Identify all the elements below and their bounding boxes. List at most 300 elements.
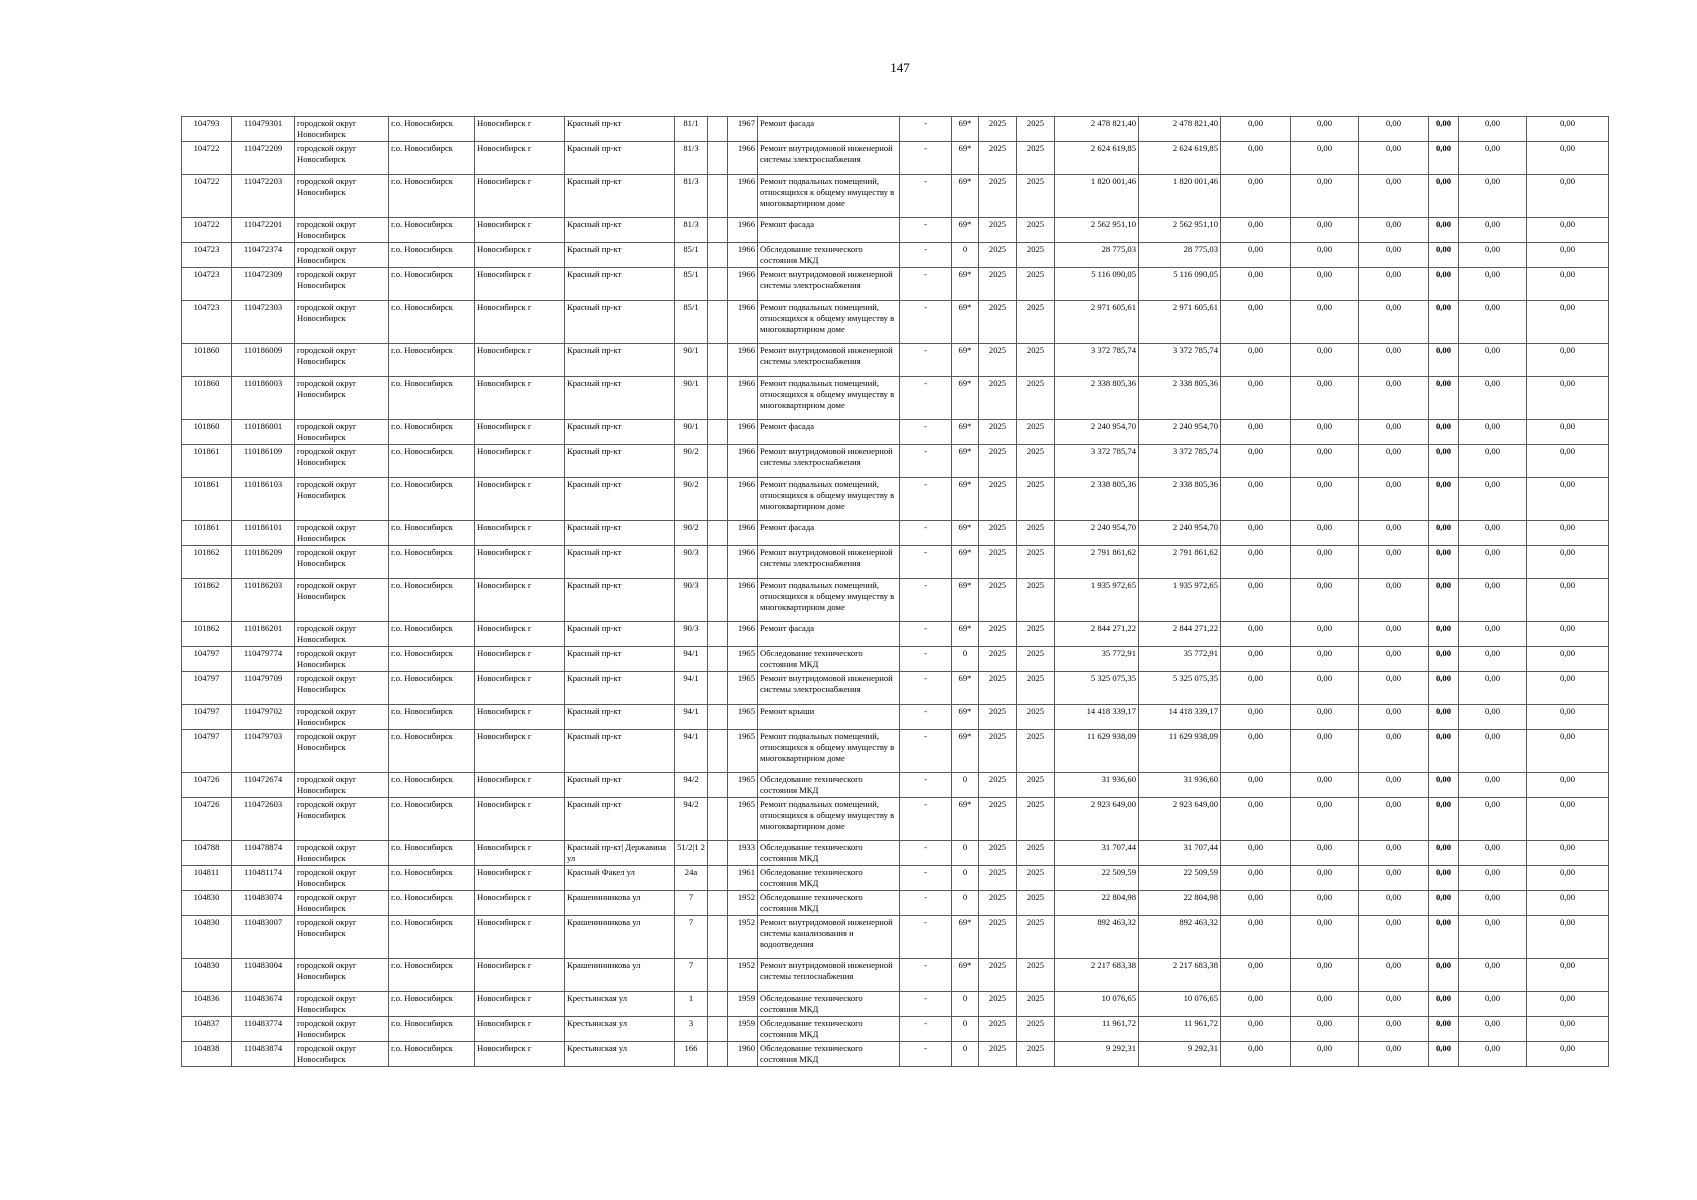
cell-cost-fund: 2 338 805,36	[1139, 478, 1221, 521]
table-row	[182, 546, 1609, 579]
cell-street: Крашенинникова ул	[565, 916, 675, 959]
cell-corpus	[708, 268, 728, 301]
cell-cost-regional: 0,00	[1291, 798, 1359, 841]
cell-work-id: 110483074	[232, 891, 295, 916]
cell-house-id: 104722	[182, 142, 232, 175]
cell-city: Новосибирск г	[475, 891, 565, 916]
cell-municipality: городской округ Новосибирск	[295, 521, 389, 546]
table-row	[182, 579, 1609, 622]
cell-total-cost: 1 820 001,46	[1055, 175, 1139, 218]
cell-year-start: 2025	[979, 420, 1017, 445]
cell-cost-fund: 892 463,32	[1139, 916, 1221, 959]
cell-column-12: 69*	[952, 344, 979, 377]
cell-cost-federal: 0,00	[1221, 622, 1291, 647]
cell-unit: -	[900, 117, 952, 142]
cell-work-type: Обследование технического состояния МКД	[758, 866, 900, 891]
cell-corpus	[708, 798, 728, 841]
cell-house-number: 3	[675, 1017, 708, 1042]
cell-house-id: 104837	[182, 1017, 232, 1042]
cell-street: Красный пр-кт	[565, 344, 675, 377]
cell-cost-other: 0,00	[1429, 798, 1459, 841]
cell-year-end: 2025	[1017, 344, 1055, 377]
cell-cost-other: 0,00	[1429, 959, 1459, 992]
cell-unit: -	[900, 622, 952, 647]
cell-district: г.о. Новосибирск	[389, 445, 475, 478]
cell-column-12: 0	[952, 866, 979, 891]
cell-column-12: 0	[952, 647, 979, 672]
cell-year-end: 2025	[1017, 841, 1055, 866]
cell-unit: -	[900, 243, 952, 268]
cell-work-type: Ремонт внутридомовой инженерной системы электроснабжения	[758, 344, 900, 377]
cell-cost-other: 0,00	[1429, 916, 1459, 959]
cell-city: Новосибирск г	[475, 672, 565, 705]
cell-house-number: 166	[675, 1042, 708, 1067]
cell-cost-regional: 0,00	[1291, 546, 1359, 579]
cell-year-start: 2025	[979, 773, 1017, 798]
cell-house-number: 94/2	[675, 773, 708, 798]
cell-corpus	[708, 1017, 728, 1042]
repair-program-table	[181, 116, 1609, 1067]
cell-work-id: 110186109	[232, 445, 295, 478]
cell-work-id: 110478874	[232, 841, 295, 866]
cell-cost-owners: 0,00	[1459, 521, 1527, 546]
cell-total-cost: 11 961,72	[1055, 1017, 1139, 1042]
cell-work-type: Ремонт крыши	[758, 705, 900, 730]
cell-cost-local: 0,00	[1359, 992, 1429, 1017]
table-row	[182, 891, 1609, 916]
cell-district: г.о. Новосибирск	[389, 218, 475, 243]
table-row	[182, 377, 1609, 420]
cell-cost-federal: 0,00	[1221, 117, 1291, 142]
cell-cost-local: 0,00	[1359, 218, 1429, 243]
cell-corpus	[708, 705, 728, 730]
cell-house-id: 104722	[182, 218, 232, 243]
cell-cost-owners: 0,00	[1459, 243, 1527, 268]
cell-cost-regional: 0,00	[1291, 622, 1359, 647]
cell-total-cost: 22 509,59	[1055, 866, 1139, 891]
cell-house-id: 101861	[182, 521, 232, 546]
cell-house-id: 104788	[182, 841, 232, 866]
cell-city: Новосибирск г	[475, 377, 565, 420]
table-row	[182, 841, 1609, 866]
cell-year-built: 1966	[728, 521, 758, 546]
cell-work-id: 110472309	[232, 268, 295, 301]
cell-district: г.о. Новосибирск	[389, 798, 475, 841]
cell-municipality: городской округ Новосибирск	[295, 798, 389, 841]
cell-street: Красный пр-кт	[565, 301, 675, 344]
cell-total-cost: 28 775,03	[1055, 243, 1139, 268]
cell-cost-federal: 0,00	[1221, 377, 1291, 420]
cell-district: г.о. Новосибирск	[389, 959, 475, 992]
cell-work-type: Ремонт фасада	[758, 622, 900, 647]
cell-total-cost: 31 936,60	[1055, 773, 1139, 798]
cell-cost-fund: 2 217 683,38	[1139, 959, 1221, 992]
cell-street: Красный пр-кт	[565, 420, 675, 445]
cell-district: г.о. Новосибирск	[389, 730, 475, 773]
cell-year-start: 2025	[979, 672, 1017, 705]
cell-year-start: 2025	[979, 992, 1017, 1017]
cell-cost-other: 0,00	[1429, 344, 1459, 377]
cell-house-number: 90/1	[675, 377, 708, 420]
cell-cost-extra: 0,00	[1527, 647, 1609, 672]
cell-municipality: городской округ Новосибирск	[295, 243, 389, 268]
cell-district: г.о. Новосибирск	[389, 521, 475, 546]
cell-city: Новосибирск г	[475, 1042, 565, 1067]
cell-cost-extra: 0,00	[1527, 841, 1609, 866]
cell-city: Новосибирск г	[475, 218, 565, 243]
cell-cost-extra: 0,00	[1527, 142, 1609, 175]
cell-column-12: 69*	[952, 142, 979, 175]
cell-city: Новосибирск г	[475, 705, 565, 730]
cell-cost-federal: 0,00	[1221, 1042, 1291, 1067]
cell-corpus	[708, 175, 728, 218]
cell-total-cost: 2 923 649,00	[1055, 798, 1139, 841]
cell-total-cost: 2 338 805,36	[1055, 478, 1139, 521]
cell-total-cost: 2 217 683,38	[1055, 959, 1139, 992]
cell-house-number: 81/3	[675, 142, 708, 175]
cell-year-start: 2025	[979, 243, 1017, 268]
cell-year-end: 2025	[1017, 117, 1055, 142]
cell-work-type: Ремонт фасада	[758, 117, 900, 142]
cell-year-built: 1966	[728, 445, 758, 478]
cell-cost-extra: 0,00	[1527, 992, 1609, 1017]
cell-cost-other: 0,00	[1429, 377, 1459, 420]
cell-street: Красный пр-кт	[565, 117, 675, 142]
cell-corpus	[708, 672, 728, 705]
cell-cost-local: 0,00	[1359, 672, 1429, 705]
cell-corpus	[708, 420, 728, 445]
cell-city: Новосибирск г	[475, 916, 565, 959]
cell-cost-regional: 0,00	[1291, 773, 1359, 798]
cell-cost-fund: 5 116 090,05	[1139, 268, 1221, 301]
cell-year-start: 2025	[979, 1042, 1017, 1067]
cell-street: Красный пр-кт	[565, 175, 675, 218]
cell-column-12: 69*	[952, 117, 979, 142]
cell-house-id: 101860	[182, 377, 232, 420]
cell-cost-federal: 0,00	[1221, 579, 1291, 622]
cell-column-12: 0	[952, 992, 979, 1017]
cell-year-built: 1960	[728, 1042, 758, 1067]
cell-column-12: 0	[952, 243, 979, 268]
cell-cost-owners: 0,00	[1459, 546, 1527, 579]
cell-work-type: Ремонт внутридомовой инженерной системы электроснабжения	[758, 672, 900, 705]
cell-cost-other: 0,00	[1429, 730, 1459, 773]
cell-corpus	[708, 773, 728, 798]
cell-total-cost: 2 844 271,22	[1055, 622, 1139, 647]
cell-house-number: 90/3	[675, 622, 708, 647]
cell-cost-local: 0,00	[1359, 301, 1429, 344]
cell-city: Новосибирск г	[475, 117, 565, 142]
cell-cost-other: 0,00	[1429, 647, 1459, 672]
cell-unit: -	[900, 1017, 952, 1042]
table-row	[182, 1017, 1609, 1042]
cell-cost-owners: 0,00	[1459, 773, 1527, 798]
cell-year-end: 2025	[1017, 622, 1055, 647]
cell-cost-regional: 0,00	[1291, 959, 1359, 992]
cell-unit: -	[900, 773, 952, 798]
cell-year-start: 2025	[979, 478, 1017, 521]
cell-year-end: 2025	[1017, 478, 1055, 521]
cell-cost-regional: 0,00	[1291, 705, 1359, 730]
cell-column-12: 69*	[952, 521, 979, 546]
cell-house-number: 94/1	[675, 705, 708, 730]
cell-total-cost: 2 791 861,62	[1055, 546, 1139, 579]
cell-cost-fund: 2 338 805,36	[1139, 377, 1221, 420]
table-row	[182, 916, 1609, 959]
cell-corpus	[708, 866, 728, 891]
cell-year-built: 1966	[728, 268, 758, 301]
cell-house-number: 90/3	[675, 546, 708, 579]
cell-year-end: 2025	[1017, 1017, 1055, 1042]
cell-cost-extra: 0,00	[1527, 521, 1609, 546]
cell-year-start: 2025	[979, 647, 1017, 672]
cell-year-built: 1952	[728, 959, 758, 992]
cell-work-id: 110481174	[232, 866, 295, 891]
cell-cost-owners: 0,00	[1459, 420, 1527, 445]
cell-year-start: 2025	[979, 142, 1017, 175]
cell-cost-federal: 0,00	[1221, 478, 1291, 521]
cell-city: Новосибирск г	[475, 268, 565, 301]
cell-total-cost: 14 418 339,17	[1055, 705, 1139, 730]
cell-year-end: 2025	[1017, 730, 1055, 773]
cell-work-id: 110186001	[232, 420, 295, 445]
cell-cost-owners: 0,00	[1459, 705, 1527, 730]
cell-cost-owners: 0,00	[1459, 798, 1527, 841]
cell-work-id: 110186009	[232, 344, 295, 377]
table-row	[182, 730, 1609, 773]
cell-cost-extra: 0,00	[1527, 1042, 1609, 1067]
cell-corpus	[708, 445, 728, 478]
cell-cost-fund: 2 923 649,00	[1139, 798, 1221, 841]
cell-street: Красный пр-кт	[565, 377, 675, 420]
cell-house-id: 101861	[182, 445, 232, 478]
cell-year-built: 1959	[728, 1017, 758, 1042]
cell-cost-extra: 0,00	[1527, 959, 1609, 992]
cell-cost-fund: 10 076,65	[1139, 992, 1221, 1017]
cell-street: Красный пр-кт	[565, 142, 675, 175]
cell-work-type: Обследование технического состояния МКД	[758, 773, 900, 798]
cell-corpus	[708, 959, 728, 992]
cell-cost-extra: 0,00	[1527, 478, 1609, 521]
cell-column-12: 69*	[952, 377, 979, 420]
cell-cost-regional: 0,00	[1291, 841, 1359, 866]
cell-total-cost: 10 076,65	[1055, 992, 1139, 1017]
cell-year-start: 2025	[979, 218, 1017, 243]
cell-column-12: 69*	[952, 916, 979, 959]
cell-street: Красный пр-кт	[565, 622, 675, 647]
cell-cost-owners: 0,00	[1459, 218, 1527, 243]
cell-column-12: 0	[952, 841, 979, 866]
cell-district: г.о. Новосибирск	[389, 992, 475, 1017]
cell-unit: -	[900, 992, 952, 1017]
cell-cost-other: 0,00	[1429, 1017, 1459, 1042]
cell-house-id: 104793	[182, 117, 232, 142]
cell-cost-other: 0,00	[1429, 546, 1459, 579]
cell-cost-fund: 22 509,59	[1139, 866, 1221, 891]
cell-total-cost: 2 240 954,70	[1055, 420, 1139, 445]
cell-work-id: 110186203	[232, 579, 295, 622]
cell-cost-other: 0,00	[1429, 521, 1459, 546]
cell-cost-other: 0,00	[1429, 773, 1459, 798]
cell-district: г.о. Новосибирск	[389, 1042, 475, 1067]
cell-cost-regional: 0,00	[1291, 268, 1359, 301]
cell-work-id: 110483007	[232, 916, 295, 959]
cell-cost-regional: 0,00	[1291, 344, 1359, 377]
cell-city: Новосибирск г	[475, 773, 565, 798]
cell-year-end: 2025	[1017, 579, 1055, 622]
cell-cost-other: 0,00	[1429, 478, 1459, 521]
cell-city: Новосибирск г	[475, 959, 565, 992]
cell-work-type: Ремонт внутридомовой инженерной системы электроснабжения	[758, 142, 900, 175]
cell-work-id: 110479702	[232, 705, 295, 730]
cell-cost-extra: 0,00	[1527, 579, 1609, 622]
cell-cost-local: 0,00	[1359, 521, 1429, 546]
cell-unit: -	[900, 420, 952, 445]
cell-work-id: 110186209	[232, 546, 295, 579]
cell-unit: -	[900, 268, 952, 301]
cell-cost-regional: 0,00	[1291, 478, 1359, 521]
cell-year-start: 2025	[979, 1017, 1017, 1042]
cell-district: г.о. Новосибирск	[389, 891, 475, 916]
cell-cost-other: 0,00	[1429, 445, 1459, 478]
cell-cost-federal: 0,00	[1221, 866, 1291, 891]
cell-street: Крестьянская ул	[565, 992, 675, 1017]
cell-municipality: городской округ Новосибирск	[295, 546, 389, 579]
cell-cost-owners: 0,00	[1459, 1042, 1527, 1067]
cell-district: г.о. Новосибирск	[389, 705, 475, 730]
cell-work-type: Ремонт внутридомовой инженерной системы электроснабжения	[758, 546, 900, 579]
cell-city: Новосибирск г	[475, 622, 565, 647]
cell-cost-owners: 0,00	[1459, 866, 1527, 891]
cell-cost-local: 0,00	[1359, 841, 1429, 866]
cell-cost-extra: 0,00	[1527, 301, 1609, 344]
cell-district: г.о. Новосибирск	[389, 268, 475, 301]
cell-corpus	[708, 377, 728, 420]
cell-cost-extra: 0,00	[1527, 773, 1609, 798]
cell-cost-extra: 0,00	[1527, 1017, 1609, 1042]
cell-house-id: 104722	[182, 175, 232, 218]
cell-year-built: 1965	[728, 647, 758, 672]
cell-cost-extra: 0,00	[1527, 891, 1609, 916]
cell-unit: -	[900, 1042, 952, 1067]
cell-municipality: городской округ Новосибирск	[295, 959, 389, 992]
cell-total-cost: 2 338 805,36	[1055, 377, 1139, 420]
cell-city: Новосибирск г	[475, 1017, 565, 1042]
cell-cost-fund: 2 562 951,10	[1139, 218, 1221, 243]
cell-cost-federal: 0,00	[1221, 916, 1291, 959]
cell-year-built: 1965	[728, 672, 758, 705]
cell-year-end: 2025	[1017, 1042, 1055, 1067]
cell-street: Крестьянская ул	[565, 1042, 675, 1067]
cell-cost-local: 0,00	[1359, 344, 1429, 377]
cell-street: Красный пр-кт	[565, 478, 675, 521]
cell-year-start: 2025	[979, 117, 1017, 142]
cell-cost-regional: 0,00	[1291, 243, 1359, 268]
cell-work-type: Ремонт подвальных помещений, относящихся к общему имуществу в многоквартирном доме	[758, 730, 900, 773]
cell-unit: -	[900, 478, 952, 521]
cell-year-start: 2025	[979, 705, 1017, 730]
cell-street: Красный пр-кт	[565, 705, 675, 730]
cell-year-built: 1959	[728, 992, 758, 1017]
cell-cost-owners: 0,00	[1459, 579, 1527, 622]
cell-cost-federal: 0,00	[1221, 647, 1291, 672]
cell-total-cost: 5 325 075,35	[1055, 672, 1139, 705]
cell-year-built: 1965	[728, 798, 758, 841]
cell-municipality: городской округ Новосибирск	[295, 1042, 389, 1067]
cell-year-end: 2025	[1017, 705, 1055, 730]
cell-cost-fund: 2 624 619,85	[1139, 142, 1221, 175]
cell-year-end: 2025	[1017, 420, 1055, 445]
cell-total-cost: 2 971 605,61	[1055, 301, 1139, 344]
cell-house-number: 51/2|1 2	[675, 841, 708, 866]
cell-year-start: 2025	[979, 546, 1017, 579]
table-row	[182, 142, 1609, 175]
cell-municipality: городской округ Новосибирск	[295, 730, 389, 773]
cell-year-end: 2025	[1017, 175, 1055, 218]
cell-cost-local: 0,00	[1359, 866, 1429, 891]
cell-cost-regional: 0,00	[1291, 647, 1359, 672]
cell-year-built: 1952	[728, 891, 758, 916]
table-row	[182, 992, 1609, 1017]
cell-unit: -	[900, 344, 952, 377]
cell-municipality: городской округ Новосибирск	[295, 175, 389, 218]
cell-cost-other: 0,00	[1429, 705, 1459, 730]
cell-total-cost: 35 772,91	[1055, 647, 1139, 672]
cell-house-number: 90/3	[675, 579, 708, 622]
table-row	[182, 445, 1609, 478]
cell-corpus	[708, 841, 728, 866]
cell-municipality: городской округ Новосибирск	[295, 478, 389, 521]
cell-house-number: 90/1	[675, 344, 708, 377]
cell-work-id: 110479774	[232, 647, 295, 672]
cell-street: Крашенинникова ул	[565, 959, 675, 992]
cell-house-id: 104836	[182, 992, 232, 1017]
cell-cost-fund: 11 629 938,09	[1139, 730, 1221, 773]
cell-cost-fund: 11 961,72	[1139, 1017, 1221, 1042]
cell-corpus	[708, 142, 728, 175]
cell-year-built: 1966	[728, 377, 758, 420]
cell-year-end: 2025	[1017, 773, 1055, 798]
cell-year-built: 1965	[728, 705, 758, 730]
cell-cost-local: 0,00	[1359, 579, 1429, 622]
cell-house-number: 81/3	[675, 175, 708, 218]
cell-district: г.о. Новосибирск	[389, 647, 475, 672]
cell-work-id: 110483674	[232, 992, 295, 1017]
cell-house-number: 1	[675, 992, 708, 1017]
cell-cost-regional: 0,00	[1291, 891, 1359, 916]
cell-year-start: 2025	[979, 916, 1017, 959]
cell-work-id: 110472374	[232, 243, 295, 268]
cell-house-id: 104811	[182, 866, 232, 891]
cell-cost-federal: 0,00	[1221, 798, 1291, 841]
cell-corpus	[708, 478, 728, 521]
cell-cost-extra: 0,00	[1527, 377, 1609, 420]
cell-cost-fund: 22 804,98	[1139, 891, 1221, 916]
cell-house-id: 104830	[182, 891, 232, 916]
cell-total-cost: 5 116 090,05	[1055, 268, 1139, 301]
cell-column-12: 69*	[952, 445, 979, 478]
cell-municipality: городской округ Новосибирск	[295, 866, 389, 891]
cell-column-12: 0	[952, 1042, 979, 1067]
cell-cost-extra: 0,00	[1527, 420, 1609, 445]
cell-municipality: городской округ Новосибирск	[295, 672, 389, 705]
cell-column-12: 69*	[952, 579, 979, 622]
cell-city: Новосибирск г	[475, 546, 565, 579]
cell-unit: -	[900, 377, 952, 420]
cell-corpus	[708, 647, 728, 672]
cell-cost-owners: 0,00	[1459, 1017, 1527, 1042]
cell-cost-federal: 0,00	[1221, 672, 1291, 705]
